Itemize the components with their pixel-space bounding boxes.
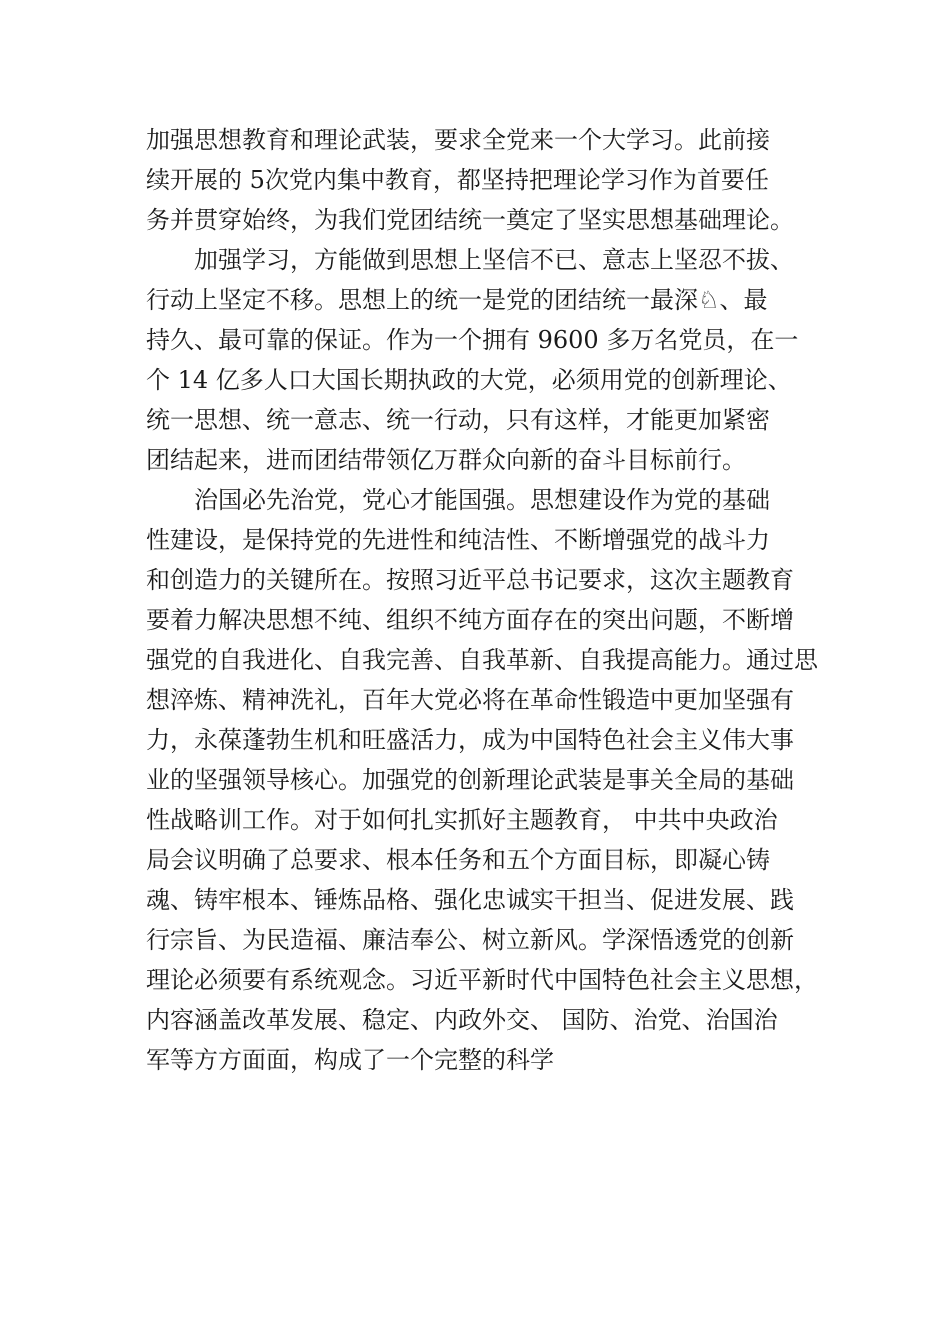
text-line: 想淬炼、精神洗礼，百年大党必将在革命性锻造中更加坚强有 bbox=[146, 686, 794, 714]
text-line: 行动上坚定不移。思想上的统一是党的团结统一最深♘、最 bbox=[146, 286, 768, 314]
text-line: 持久、最可靠的保证。作为一个拥有 9600 多万名党员，在一 bbox=[146, 326, 799, 354]
text-line: 务并贯穿始终，为我们党团结统一奠定了坚实思想基础理论。 bbox=[146, 206, 794, 234]
paragraph-start-line: 治国必先治党，党心才能国强。思想建设作为党的基础 bbox=[194, 486, 770, 514]
paragraph-start-line: 加强学习，方能做到思想上坚信不已、意志上坚忍不拔、 bbox=[194, 246, 794, 274]
text-line: 团结起来，进而团结带领亿万群众向新的奋斗目标前行。 bbox=[146, 446, 746, 474]
text-line: 局会议明确了总要求、根本任务和五个方面目标，即凝心铸 bbox=[146, 846, 770, 874]
text-line: 内容涵盖改革发展、稳定、内政外交、 国防、治党、治国治 bbox=[146, 1006, 778, 1034]
text-line: 业的坚强领导核心。加强党的创新理论武装是事关全局的基础 bbox=[146, 766, 794, 794]
text-line: 要着力解决思想不纯、组织不纯方面存在的突出问题，不断增 bbox=[146, 606, 794, 634]
text-line: 理论必须要有系统观念。习近平新时代中国特色社会主义思想， bbox=[146, 966, 818, 994]
text-line: 性战略训工作。对于如何扎实抓好主题教育， 中共中央政治 bbox=[146, 806, 778, 834]
text-line: 续开展的 5次党内集中教育，都坚持把理论学习作为首要任 bbox=[146, 166, 769, 194]
text-line: 军等方方面面，构成了一个完整的科学 bbox=[146, 1046, 554, 1074]
text-line: 统一思想、统一意志、统一行动，只有这样，才能更加紧密 bbox=[146, 406, 770, 434]
text-line: 加强思想教育和理论武装，要求全党来一个大学习。此前接 bbox=[146, 126, 770, 154]
text-line: 力，永葆蓬勃生机和旺盛活力，成为中国特色社会主义伟大事 bbox=[146, 726, 794, 754]
text-line: 行宗旨、为民造福、廉洁奉公、树立新风。学深悟透党的创新 bbox=[146, 926, 794, 954]
text-line: 个 14 亿多人口大国长期执政的大党，必须用党的创新理论、 bbox=[146, 366, 792, 394]
text-line: 性建设，是保持党的先进性和纯洁性、不断增强党的战斗力 bbox=[146, 526, 770, 554]
document-body bbox=[146, 120, 836, 1080]
text-line: 魂、铸牢根本、锤炼品格、强化忠诚实干担当、促进发展、践 bbox=[146, 886, 794, 914]
text-line: 和创造力的关键所在。按照习近平总书记要求，这次主题教育 bbox=[146, 566, 794, 594]
text-line: 强党的自我进化、自我完善、自我革新、自我提高能力。通过思 bbox=[146, 646, 818, 674]
